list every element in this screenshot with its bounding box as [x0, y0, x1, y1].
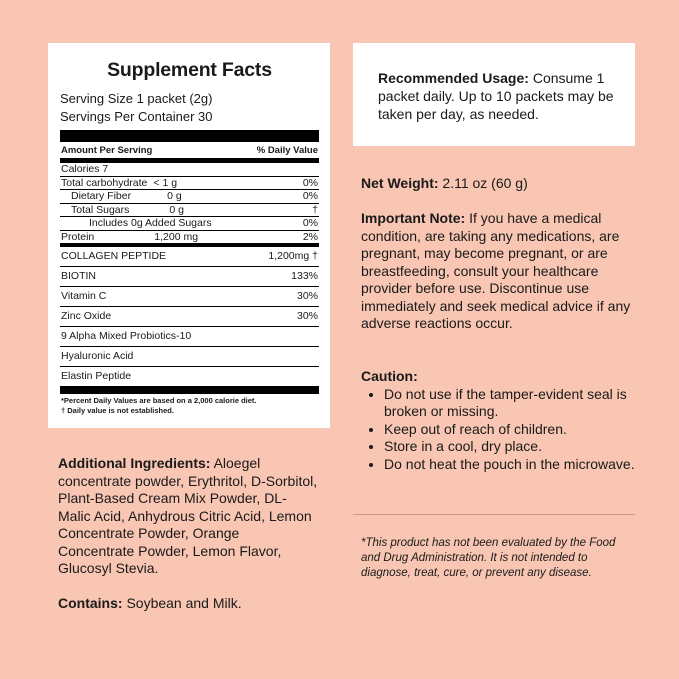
- row-dv: 133%: [291, 270, 318, 282]
- contains-text: Soybean and Milk.: [122, 595, 242, 611]
- supplement-facts-panel: [48, 43, 330, 428]
- footnote-dv: *Percent Daily Values are based on a 2,000 calorie diet.: [61, 396, 257, 405]
- row-dv: 2%: [302, 230, 318, 243]
- row-dv: 30%: [296, 310, 318, 322]
- row-label: Zinc Oxide: [61, 310, 112, 322]
- facts-row: [60, 231, 319, 248]
- list-item: • Store in a cool, dry place.: [384, 438, 641, 456]
- fda-disclaimer: *This product has not been evaluated by the Food and Drug Administration. It is not intended to diagnose, treat, cure, or prevent any disease.: [361, 537, 616, 579]
- serving-size: Serving Size 1 packet (2g): [60, 91, 213, 106]
- divider: [353, 514, 635, 515]
- header-dv: % Daily Value: [256, 145, 318, 156]
- important-text: If you have a medical condition, are taking any medications, are pregnant, may become pregnant, or are breastfeeding, consult your healthcare provider before use. Discontinue use immediately and seek medical advice if any adverse reactions occur.: [361, 210, 631, 331]
- row-amount: [111, 307, 297, 326]
- facts-title: Supplement Facts: [107, 59, 272, 81]
- facts-row: [60, 327, 319, 347]
- header-amount: Amount Per Serving: [61, 145, 153, 156]
- row-amount: [108, 163, 318, 176]
- facts-row: [60, 217, 319, 231]
- row-label: 9 Alpha Mixed Probiotics-10: [61, 330, 192, 342]
- row-label: Total Sugars: [71, 203, 130, 216]
- facts-row: [60, 190, 319, 204]
- usage-text: Consume 1 packet daily. Up to 10 packets may be taken per day, as needed.: [378, 70, 614, 122]
- row-dv: 0%: [302, 190, 318, 202]
- facts-row: [60, 287, 319, 307]
- row-label: Dietary Fiber: [71, 190, 132, 202]
- contains-label: Contains:: [58, 595, 123, 611]
- row-amount: 1,200 mg: [154, 230, 199, 243]
- row-amount: [106, 287, 297, 306]
- list-item: • Do not heat the pouch in the microwave.: [384, 456, 641, 474]
- row-label: Protein: [61, 230, 95, 243]
- facts-row: [60, 247, 319, 267]
- servings-per-container: Servings Per Container 30: [60, 109, 213, 124]
- recommended-usage-box: [353, 43, 635, 146]
- row-dv: 0%: [302, 176, 318, 189]
- row-label: Calories 7: [61, 163, 109, 175]
- caution-label: Caution:: [361, 368, 418, 384]
- additional-text: Aloegel concentrate powder, Erythritol, D-Sorbitol, Plant-Based Cream Mix Powder, DL-Malic Acid, Anhydrous Citric Acid, Lemon Concentrate Powder, Orange Concentrate Powder, Lemon Flavor, Glucosyl Stevia.: [58, 455, 318, 576]
- facts-row: [60, 177, 319, 191]
- facts-row: [60, 163, 319, 177]
- row-dv: 0%: [302, 217, 318, 229]
- facts-row: [60, 347, 319, 367]
- row-amount: [212, 217, 303, 230]
- row-label: Vitamin C: [61, 290, 107, 302]
- row-amount: [166, 247, 268, 266]
- net-weight-value: 2.11 oz (60 g): [438, 175, 528, 191]
- row-amount: [191, 327, 318, 346]
- footnote-dagger: † Daily value is not established.: [61, 406, 174, 415]
- row-dv: 30%: [296, 290, 318, 302]
- list-item: • Do not use if the tamper-evident seal is broken or missing.: [384, 386, 641, 421]
- important-label: Important Note:: [361, 210, 466, 226]
- row-amount: < 1 g: [153, 176, 178, 189]
- row-amount: 0 g: [167, 190, 182, 202]
- usage-label: Recommended Usage:: [378, 70, 529, 86]
- list-item: • Keep out of reach of children.: [384, 421, 641, 439]
- net-weight-label: Net Weight:: [361, 175, 439, 191]
- row-amount: [131, 367, 318, 386]
- facts-row: [60, 267, 319, 287]
- row-label: Total carbohydrate: [61, 176, 148, 189]
- row-amount: [133, 347, 318, 366]
- row-dv: 1,200mg †: [268, 250, 318, 262]
- row-label: Includes 0g Added Sugars: [89, 217, 212, 229]
- row-amount: [96, 267, 291, 286]
- additional-ingredients: [58, 455, 318, 578]
- row-label: BIOTIN: [61, 270, 97, 282]
- caution-section: [361, 368, 641, 473]
- caution-list: [361, 386, 641, 474]
- contains: [58, 595, 318, 613]
- facts-row: [60, 204, 319, 218]
- facts-header: [60, 142, 319, 163]
- row-amount: 0 g: [169, 203, 184, 216]
- facts-bottom-bar: [60, 386, 319, 394]
- net-weight: [361, 175, 641, 193]
- facts-row: [60, 307, 319, 327]
- important-note: [361, 210, 641, 333]
- additional-label: Additional Ingredients:: [58, 455, 211, 471]
- row-label: COLLAGEN PEPTIDE: [61, 250, 167, 262]
- row-dv: †: [312, 203, 318, 216]
- row-label: Hyaluronic Acid: [61, 350, 134, 362]
- facts-top-bar: [60, 130, 319, 142]
- facts-row: [60, 367, 319, 386]
- row-label: Elastin Peptide: [61, 370, 132, 382]
